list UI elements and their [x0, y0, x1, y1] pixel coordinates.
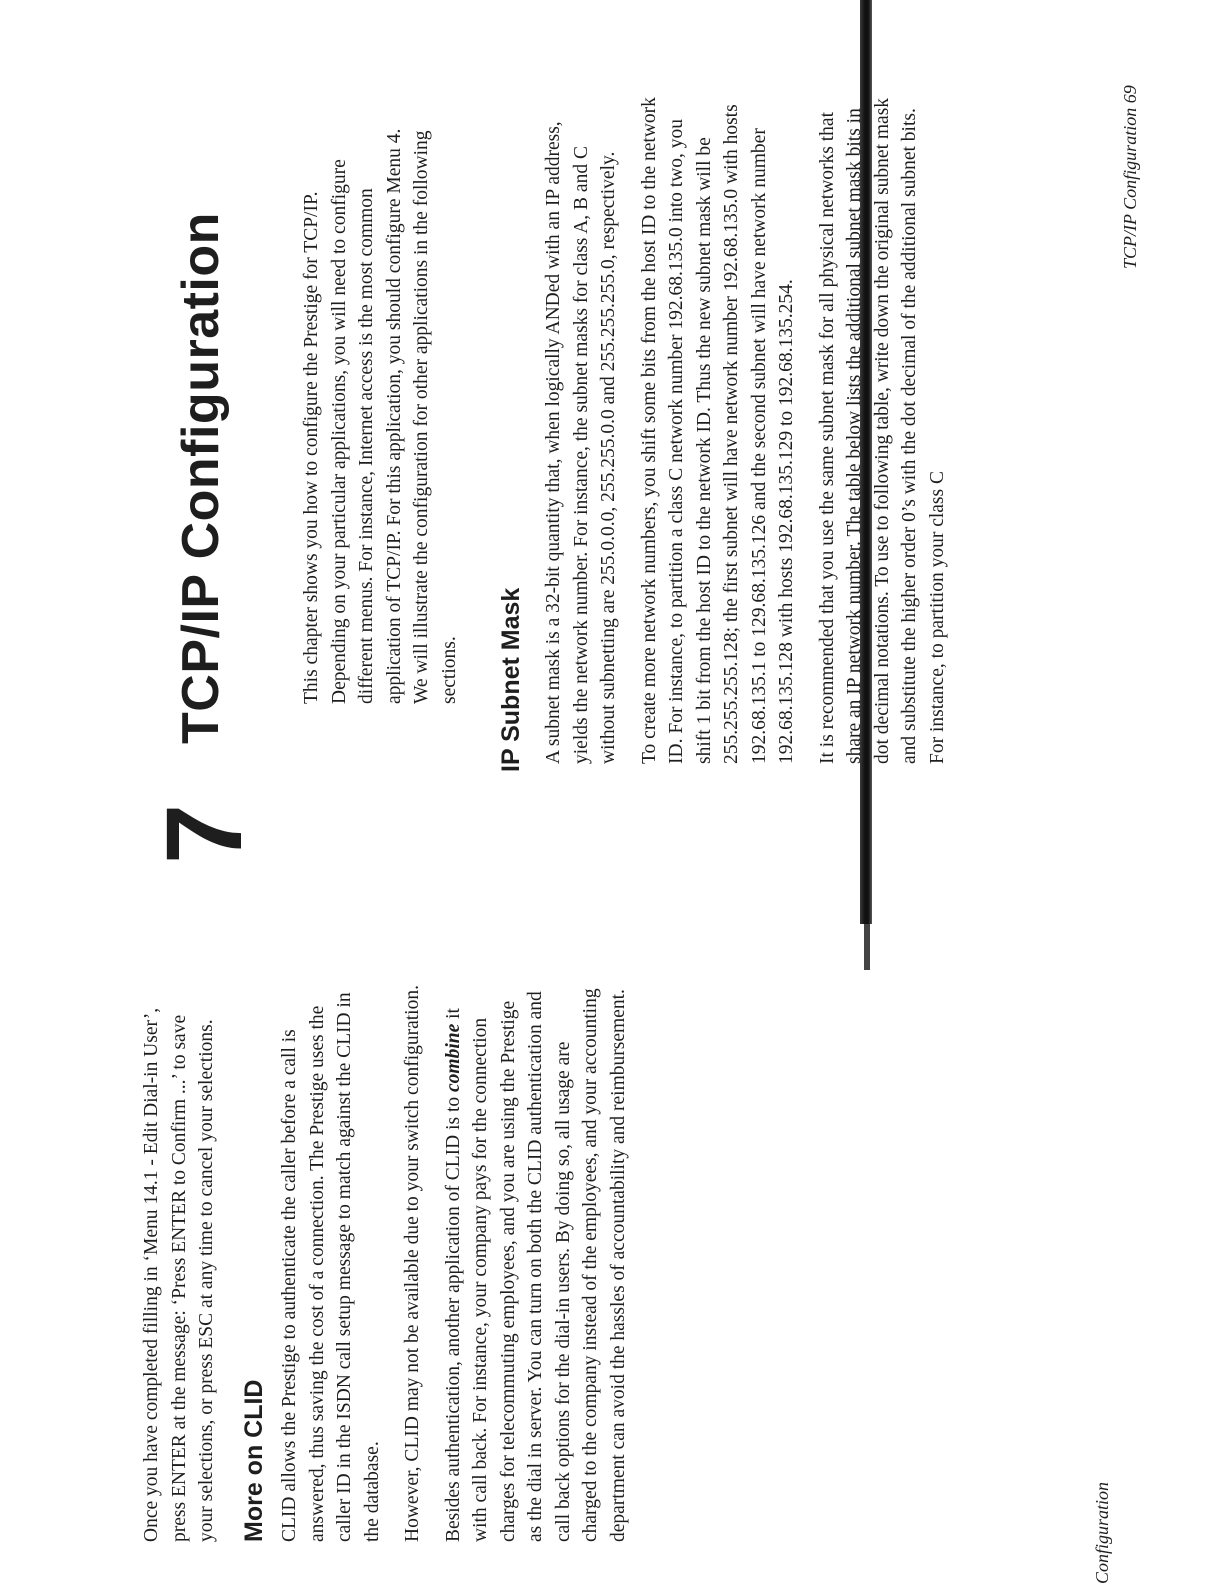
clid-paragraph-1: CLID allows the Prestige to authenticate the caller before a call is answered, thus saving the cost of a connection. The Prestige uses the caller ID in the ISDN call setup message to match against the CLID in the database.	[279, 992, 383, 1542]
clid-paragraph-2: However, CLID may not be available due to your switch configuration.	[402, 985, 423, 1542]
subnet-paragraph-3: It is recommended that you use the same subnet mask for all physical networks that share an IP network number. The table below lists the additional subnet mask bits in dot decimal notations. To use to following table, write down the original subnet mask and substitute the higher order 0’s with the dot decimal of the additional subnet bits. For instance, to partition your class C	[816, 97, 948, 764]
chapter-number: 7	[143, 803, 264, 864]
right-page-footer: TCP/IP Configuration 69	[1120, 85, 1140, 269]
subnet-paragraph-2: To create more network numbers, you shift some bits from the host ID to the network ID. For instance, to partition a class C network number 192.68.135.0 into two, you shift 1 bit from the host ID to the network ID. Thus the new subnet mask will be 255.255.255.128; the first subnet will have network number 192.68.135.0 with hosts 192.68.135.1 to 129.68.135.126 and the second subnet will have network number 192.68.135.128 with hosts 192.68.135.129 to 192.68.135.254.	[638, 97, 797, 764]
chapter-intro-paragraph: This chapter shows you how to configure the Prestige for TCP/IP. Depending on your particular applications, you will need to configure different menus. For instance, Internet access is the most common application of TCP/IP. For this application, you should configure Menu 4. We will illustrate the configuration for other applications in the following sections.	[301, 128, 460, 704]
clid-p3-before: Besides authentication, another application of CLID is to	[442, 1091, 464, 1542]
subnet-paragraph-1: A subnet mask is a 32-bit quantity that, when logically ANDed with an IP address, yields the network number. For instance, the subnet masks for class A, B and C without subnetting are 255.0.0.0, 255.255.0.0 and 255.255.255.0, respectively.	[543, 121, 619, 764]
ip-subnet-mask-heading: IP Subnet Mask	[497, 587, 525, 772]
chapter-title: TCP/IP Configuration	[172, 212, 230, 744]
left-page-footer: Configuration	[1092, 1481, 1112, 1584]
clid-paragraph-3	[440, 982, 633, 1542]
chapter-intro	[298, 104, 476, 704]
more-on-clid-heading: More on CLID	[239, 1379, 268, 1542]
left-intro-paragraph: Once you have completed filling in ‘Menu 14.1 - Edit Dial-in User’, press ENTER at the message: ‘Press ENTER to Confirm ...’ to save your selections, or press ESC at any time to cancel your selections.	[141, 1007, 217, 1542]
clid-p3-after: it with call back. For instance, your company pays for the connection charges for telecommuting employees, and you are using the Prestige as the dial in server. You can turn on both the CLID authentication and call back options for the dial-in users. By doing so, all usage are charged to the company instead of the employees, and your accounting department can avoid the hassles of accountability and reimbursement.	[442, 988, 629, 1542]
subnet-mask-column	[540, 94, 964, 764]
left-page-column	[138, 982, 645, 1542]
clid-p3-emphasis: combine	[442, 1023, 464, 1092]
